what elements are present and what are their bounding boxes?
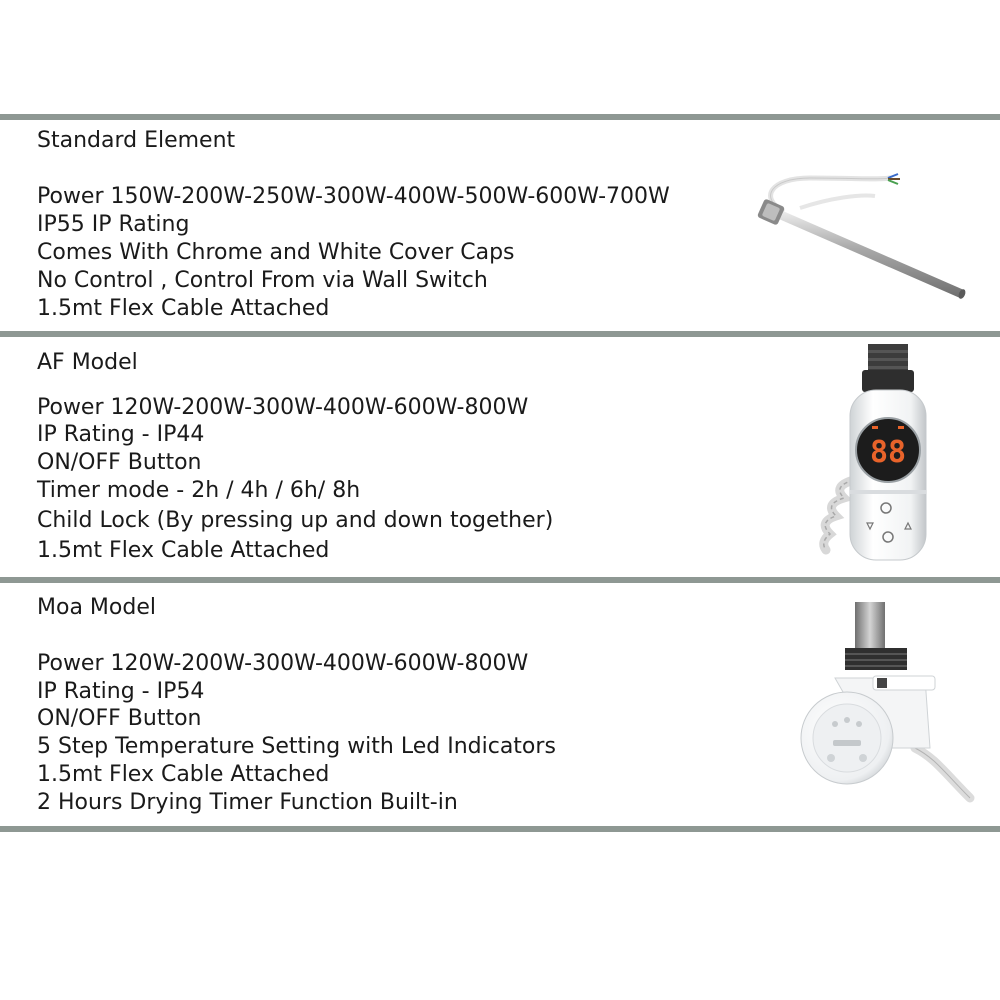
spec-line: Comes With Chrome and White Cover Caps — [37, 240, 515, 265]
spec-line: IP Rating - IP54 — [37, 679, 205, 704]
spec-line: Timer mode - 2h / 4h / 6h/ 8h — [37, 478, 361, 503]
af-display-readout: 88 — [869, 435, 907, 470]
spec-line: 5 Step Temperature Setting with Led Indicators — [37, 734, 556, 759]
spec-line: Power 120W-200W-300W-400W-600W-800W — [37, 651, 529, 676]
spec-line: Power 120W-200W-300W-400W-600W-800W — [37, 395, 529, 420]
moa-model-element-image — [795, 598, 980, 820]
section-title: Moa Model — [37, 595, 156, 620]
spec-line: Power 150W-200W-250W-300W-400W-500W-600W-700W — [37, 184, 670, 209]
spec-line: 2 Hours Drying Timer Function Built-in — [37, 790, 458, 815]
spec-line: ON/OFF Button — [37, 706, 202, 731]
spec-line: 1.5mt Flex Cable Attached — [37, 296, 330, 321]
section-title: AF Model — [37, 350, 138, 375]
spec-line: ON/OFF Button — [37, 450, 202, 475]
section-title: Standard Element — [37, 128, 236, 153]
spec-line: Child Lock (By pressing up and down together) — [37, 508, 554, 533]
spec-line: IP Rating - IP44 — [37, 422, 205, 447]
spec-line: 1.5mt Flex Cable Attached — [37, 762, 330, 787]
spec-line: IP55 IP Rating — [37, 212, 190, 237]
spec-line: 1.5mt Flex Cable Attached — [37, 538, 330, 563]
spec-line: No Control , Control From via Wall Switch — [37, 268, 488, 293]
